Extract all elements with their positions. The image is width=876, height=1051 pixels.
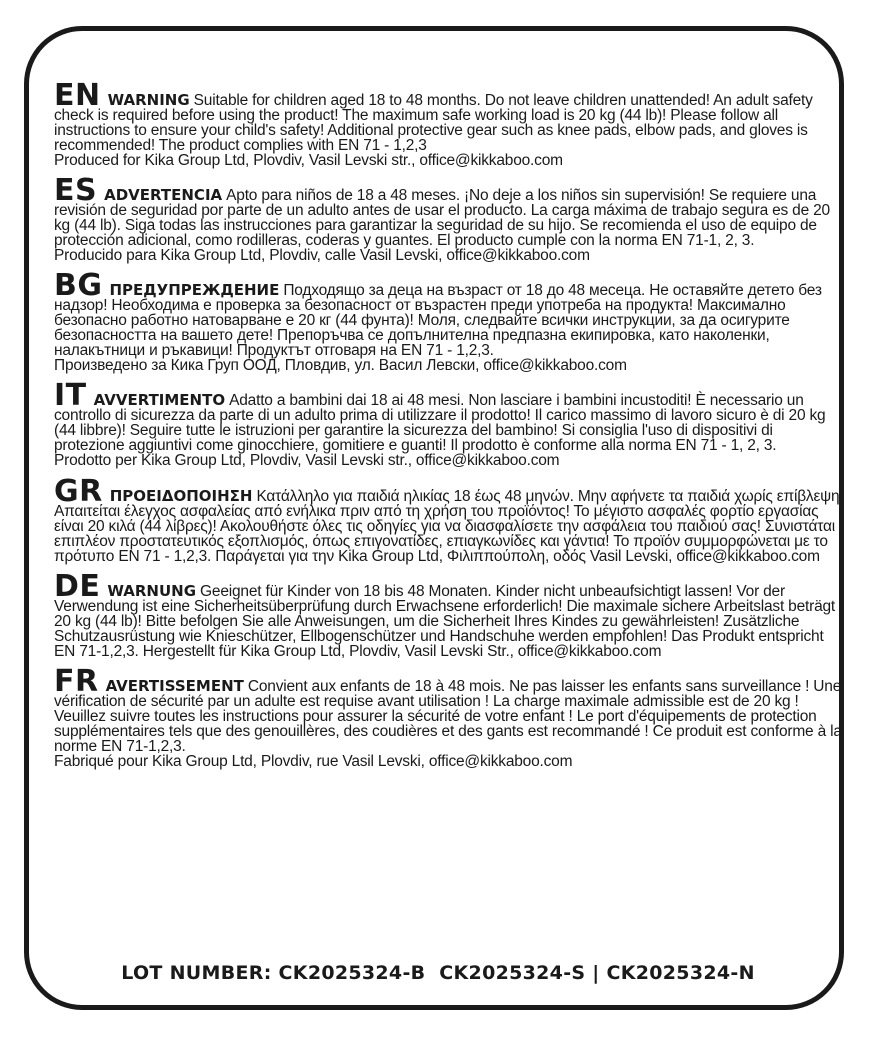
- section-gr: [54, 474, 844, 565]
- section-bg: [54, 268, 844, 374]
- warning-label-content: [54, 78, 844, 770]
- lot-separator: |: [592, 962, 600, 984]
- warning-keyword: ΠΡΟΕΙΔΟΠΟΙΗΣΗ: [109, 487, 253, 505]
- language-code: DE: [54, 569, 101, 604]
- warning-text: Подходящо за деца на възраст от 18 до 48 месеца. Не оставяйте детето без надзор! Необходима е проверка за безопасност от възрастен преди употреба на продукта! Максимално безопасно работно натоварване е 20 кг (44 фунта)! Моля, следвайте всички инструкции, за да осигурите безопасността на вашето дете! Препоръчва се допълнителна предпазна екипировка, като наколенки, налакътници и ръкавици! Продуктът отговаря на EN 71 - 1,2,3.: [54, 282, 822, 359]
- warning-keyword: ПРЕДУПРЕЖДЕНИЕ: [109, 281, 280, 299]
- warning-text: Convient aux enfants de 18 à 48 mois. Ne pas laisser les enfants sans surveillance ! Une vérification de sécurité par un adulte est requise avant utilisation ! La charge maximale admissible est de 20 kg ! Veuillez suivre toutes les instructions pour assurer la sécurité de votre enfant ! Le port d'équipements de protection supplémentaires tels que des genouillères, des coudières et des gants est recommandé ! Ce produit est conforme à la norme EN 71-1,2,3.: [54, 678, 842, 755]
- warning-text: Κατάλληλο για παιδιά ηλικίας 18 έως 48 μηνών. Μην αφήνετε τα παιδιά χωρίς επίβλεψη! Απαιτείται έλεγχος ασφαλείας από ενήλικα πριν από τη χρήση του προϊόντος! Το μέγιστο ασφαλές φορτίο εργασίας είναι 20 κιλά (44 λίβρες)! Ακολουθήστε όλες τις οδηγίες για να διασφαλίσετε την ασφάλεια του παιδιού σας! Συνιστάται επιπλέον προστατευτικός εξοπλισμός, όπως επιγονατίδες, επιαγκωνίδες και γάντια! Το προϊόν συμμορφώνεται με το πρότυπο EN 71 - 1,2,3. Παράγεται για την Kika Group Ltd, Φιλιππούπολη, οδός Vasil Levski, office@kikkaboo.com: [54, 488, 844, 565]
- section-fr: [54, 664, 844, 770]
- lot-code-b: CK2025324-B: [278, 962, 426, 984]
- producer-line: Producido para Kika Group Ltd, Plovdiv, calle Vasil Levski, office@kikkaboo.com: [54, 247, 590, 264]
- producer-line: Prodotto per Kika Group Ltd, Plovdiv, Vasil Levski str., office@kikkaboo.com: [54, 452, 560, 469]
- warning-text: Geeignet für Kinder von 18 bis 48 Monaten. Kinder nicht unbeaufsichtigt lassen! Vor der Verwendung ist eine Sicherheitsüberprüfung durch Erwachsene erforderlich! Die maximale sichere Arbeitslast beträgt 20 kg (44 lb)! Bitte befolgen Sie alle Anweisungen, um die Sicherheit Ihres Kindes zu gewährleisten! Zusätzliche Schutzausrüstung wie Knieschützer, Ellbogenschützer und Handschuhe werden empfohlen! Das Produkt entspricht EN 71-1,2,3. Hergestellt für Kika Group Ltd, Plovdiv, Vasil Levski Str., office@kikkaboo.com: [54, 583, 836, 660]
- section-it: [54, 378, 844, 469]
- warning-keyword: AVVERTIMENTO: [93, 391, 226, 409]
- lot-number-line: [24, 962, 852, 984]
- lot-label: LOT NUMBER:: [121, 962, 272, 984]
- warning-keyword: AVERTISSEMENT: [105, 677, 244, 695]
- language-code: GR: [54, 474, 103, 509]
- warning-keyword: WARNING: [107, 91, 190, 109]
- warning-text: Apto para niños de 18 a 48 meses. ¡No deje a los niños sin supervisión! Se requiere una revisión de seguridad por parte de un adulto antes de usar el producto. La carga máxima de trabajo segura es de 20 kg (44 lb). Siga todas las instrucciones para garantizar la seguridad de su hijo. Se recomienda el uso de equipo de protección adicional, como rodilleras, coderas y guantes. El producto cumple con la norma EN 71-1, 2, 3.: [54, 187, 830, 249]
- producer-line: Fabriqué pour Kika Group Ltd, Plovdiv, rue Vasil Levski, office@kikkaboo.com: [54, 753, 573, 770]
- section-es: [54, 173, 844, 264]
- language-code: BG: [54, 268, 103, 303]
- language-code: IT: [54, 378, 87, 413]
- section-en: [54, 78, 844, 169]
- language-code: FR: [54, 664, 99, 699]
- warning-keyword: WARNUNG: [107, 582, 197, 600]
- warning-text: Suitable for children aged 18 to 48 months. Do not leave children unattended! An adult safety check is required before using the product! The maximum safe working load is 20 kg (44 lb)! Please follow all instructions to ensure your child's safety! Additional protective gear such as knee pads, elbow pads, and gloves is recommended! The product complies with EN 71 - 1,2,3: [54, 92, 813, 154]
- producer-line: Produced for Kika Group Ltd, Plovdiv, Vasil Levski str., office@kikkaboo.com: [54, 152, 563, 169]
- warning-keyword: ADVERTENCIA: [104, 186, 223, 204]
- lot-code-n: CK2025324-N: [606, 962, 755, 984]
- language-code: EN: [54, 78, 101, 113]
- language-code: ES: [54, 173, 98, 208]
- lot-code-s: CK2025324-S: [439, 962, 586, 984]
- section-de: [54, 569, 844, 660]
- warning-text: Adatto a bambini dai 18 ai 48 mesi. Non lasciare i bambini incustoditi! È necessario un controllo di sicurezza da parte di un adulto prima di utilizzare il prodotto! Il carico massimo di lavoro sicuro è di 20 kg (44 libbre)! Seguire tutte le istruzioni per garantire la sicurezza del bambino! Si consiglia l'uso di dispositivi di protezione aggiuntivi come ginocchiere, gomitiere e guanti! Il prodotto è conforme alla norma EN 71 - 1, 2, 3.: [54, 392, 826, 454]
- producer-line: Произведено за Кика Груп ООД, Пловдив, ул. Васил Левски, office@kikkaboo.com: [54, 357, 627, 374]
